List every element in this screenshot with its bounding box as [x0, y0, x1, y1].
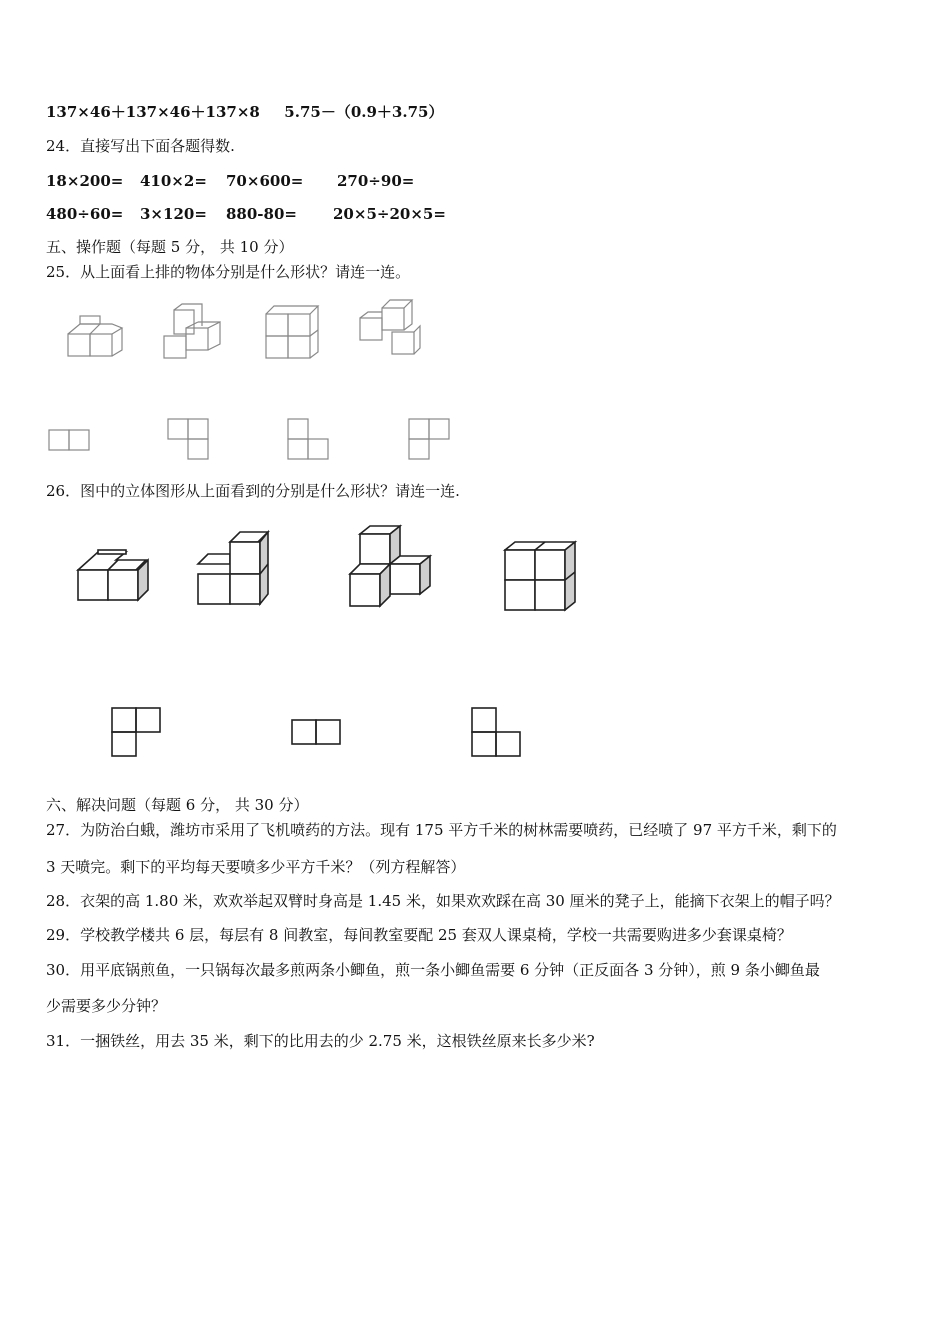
q26-title: 26．图中的立体图形从上面看到的分别是什么形状？请连一连.: [46, 482, 460, 500]
q25-solid-4: [358, 296, 424, 360]
q25-solid-3: [264, 304, 322, 360]
q24-r1-c3: 70×600=: [226, 172, 304, 190]
q31-text: 31．一捆铁丝，用去 35 米，剩下的比用去的少 2.75 米，这根铁丝原来长多少米?: [46, 1032, 595, 1050]
q25-solid-2: [162, 302, 226, 360]
calc-expr-2: 5.75－（0.9＋3.75）: [284, 103, 444, 121]
section5-title: 五、操作题（每题 5 分， 共 10 分）: [46, 238, 294, 256]
q26-solid-3: [348, 526, 434, 610]
q24-r2-c2: 3×120=: [140, 205, 207, 223]
section6-title: 六、解决问题（每题 6 分， 共 30 分）: [46, 796, 309, 814]
q25-view-2: [167, 418, 211, 462]
q24-r2-c4: 20×5÷20×5=: [333, 205, 446, 223]
q25-solid-1: [66, 314, 124, 358]
q27-line2: 3 天喷完。剩下的平均每天要喷多少平方千米？（列方程解答）: [46, 858, 466, 876]
q29-text: 29．学校教学楼共 6 层，每层有 8 间教室，每间教室要配 25 套双人课桌椅，学校一共需要购进多少套课桌椅？: [46, 926, 792, 944]
q26-view-3: [471, 707, 523, 759]
q26-view-1: [111, 707, 163, 759]
q24-r1-c2: 410×2=: [140, 172, 207, 190]
calc-expr-1: 137×46＋137×46＋137×8: [46, 103, 260, 121]
q25-view-4: [408, 418, 452, 462]
q24-r1-c4: 270÷90=: [337, 172, 415, 190]
q25-view-1: [48, 429, 92, 453]
q28-text: 28．衣架的高 1.80 米，欢欢举起双臂时身高是 1.45 米，如果欢欢踩在高 30 厘米的凳子上，能摘下衣架上的帽子吗？: [46, 892, 840, 910]
q27-line1: 27．为防治白蛾，潍坊市采用了飞机喷药的方法。现有 175 平方千米的树林需要喷药，已经喷了 97 平方千米，剩下的: [46, 821, 837, 839]
q26-solid-1: [76, 548, 152, 604]
q30-line1: 30．用平底锅煎鱼，一只锅每次最多煎两条小鲫鱼，煎一条小鲫鱼需要 6 分钟（正反面各 3 分钟），煎 9 条小鲫鱼最: [46, 961, 820, 979]
q24-r2-c1: 480÷60=: [46, 205, 124, 223]
q25-title: 25．从上面看上排的物体分别是什么形状？请连一连。: [46, 263, 411, 281]
q25-view-3: [287, 418, 331, 462]
q30-line2: 少需要多少分钟？: [46, 997, 167, 1015]
q26-solid-2: [196, 530, 274, 608]
q26-view-2: [291, 719, 343, 747]
q26-solid-4: [503, 540, 581, 614]
calc-line: [46, 102, 443, 122]
q24-title: 24．直接写出下面各题得数.: [46, 137, 235, 155]
q24-r1-c1: 18×200=: [46, 172, 124, 190]
q24-r2-c3: 880-80=: [226, 205, 297, 223]
